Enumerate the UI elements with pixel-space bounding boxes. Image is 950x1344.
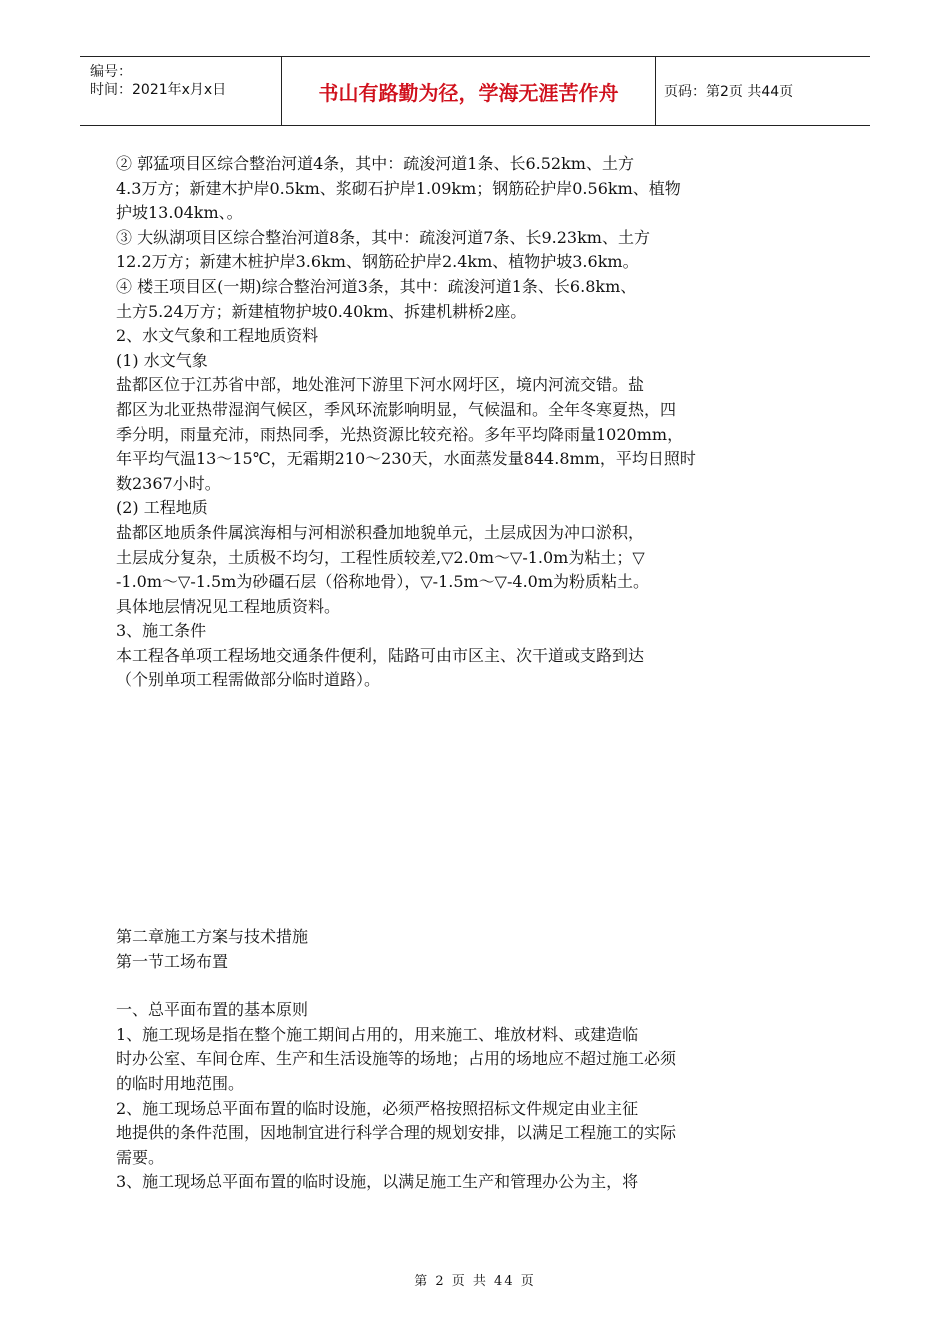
subsection-heading: (1) 水文气象: [116, 350, 208, 370]
text-line: ④ 楼王项目区(一期)综合整治河道3条，其中：疏浚河道1条、长6.8km、: [116, 276, 637, 296]
chapter-title: 第二章施工方案与技术措施: [116, 927, 309, 947]
text-line: 3、施工现场总平面布置的临时设施，以满足施工生产和管理办公为主，将: [116, 1172, 639, 1192]
text-line: 地提供的条件范围，因地制宜进行科学合理的规划安排，以满足工程施工的实际: [116, 1123, 677, 1143]
text-line: 具体地层情况见工程地质资料。: [116, 596, 341, 616]
text-line: 的临时用地范围。: [116, 1074, 245, 1094]
document-body: [116, 152, 796, 1195]
text-line: 时办公室、车间仓库、生产和生活设施等的场地；占用的场地应不超过施工必须: [116, 1049, 677, 1069]
section-heading: 一、总平面布置的基本原则: [116, 1000, 309, 1020]
text-line: （个别单项工程需做部分临时道路）。: [116, 670, 381, 690]
text-line: 2、施工现场总平面布置的临时设施，必须严格按照招标文件规定由业主征: [116, 1098, 639, 1118]
text-line: 数2367小时。: [116, 473, 221, 493]
text-line: 盐都区位于江苏省中部，地处淮河下游里下河水网圩区，境内河流交错。盐: [116, 375, 645, 395]
document-time-label: 时间：2021年x月x日: [90, 82, 227, 98]
header-page-info: 页码：第2页 共44页: [664, 84, 794, 100]
text-line: 本工程各单项工程场地交通条件便利，陆路可由市区主、次干道或支路到达: [116, 645, 645, 665]
section-heading: 2、水文气象和工程地质资料: [116, 326, 319, 346]
header-divider: [655, 57, 656, 125]
text-line: 土方5.24万方；新建植物护坡0.40km、拆建机耕桥2座。: [116, 301, 527, 321]
text-line: ③ 大纵湖项目区综合整治河道8条，其中：疏浚河道7条、长9.23km、土方: [116, 227, 650, 247]
section-title: 第一节工场布置: [116, 951, 229, 971]
text-line: 4.3万方；新建木护岸0.5km、浆砌石护岸1.09km；钢筋砼护岸0.56km、植物: [116, 178, 681, 198]
text-line: 季分明，雨量充沛，雨热同季，光热资源比较充裕。多年平均降雨量1020mm，: [116, 424, 684, 444]
text-line: 土层成分复杂，土质极不均匀，工程性质较差,▽2.0m～▽-1.0m为粘土；▽: [116, 547, 645, 567]
text-line: 盐都区地质条件属滨海相与河相淤积叠加地貌单元，土层成因为冲口淤积，: [116, 522, 645, 542]
blank-space: [116, 693, 796, 925]
blank-space: [116, 974, 796, 998]
text-line: ② 郭猛项目区综合整治河道4条，其中：疏浚河道1条、长6.52km、土方: [116, 154, 634, 173]
text-line: -1.0m～▽-1.5m为砂礓石层（俗称地骨），▽-1.5m～▽-4.0m为粉质粘土。: [116, 572, 650, 592]
text-line: 年平均气温13～15℃，无霜期210～230天，水面蒸发量844.8mm，平均日照时: [116, 449, 696, 469]
section-heading: 3、施工条件: [116, 621, 207, 641]
text-line: 12.2万方；新建木桩护岸3.6km、钢筋砼护岸2.4km、植物护坡3.6km。: [116, 252, 639, 272]
document-number-label: 编号：: [90, 64, 132, 80]
page-header: [80, 56, 870, 126]
text-line: 都区为北亚热带湿润气候区，季风环流影响明显，气候温和。全年冬寒夏热，四: [116, 399, 677, 419]
subsection-heading: (2) 工程地质: [116, 498, 208, 518]
text-line: 需要。: [116, 1147, 165, 1167]
text-line: 1、施工现场是指在整个施工期间占用的，用来施工、堆放材料、或建造临: [116, 1024, 639, 1044]
page-footer: 第 2 页 共 44 页: [414, 1274, 536, 1289]
header-motto: 书山有路勤为径，学海无涯苦作舟: [318, 81, 619, 105]
text-line: 护坡13.04km、。: [116, 203, 243, 223]
